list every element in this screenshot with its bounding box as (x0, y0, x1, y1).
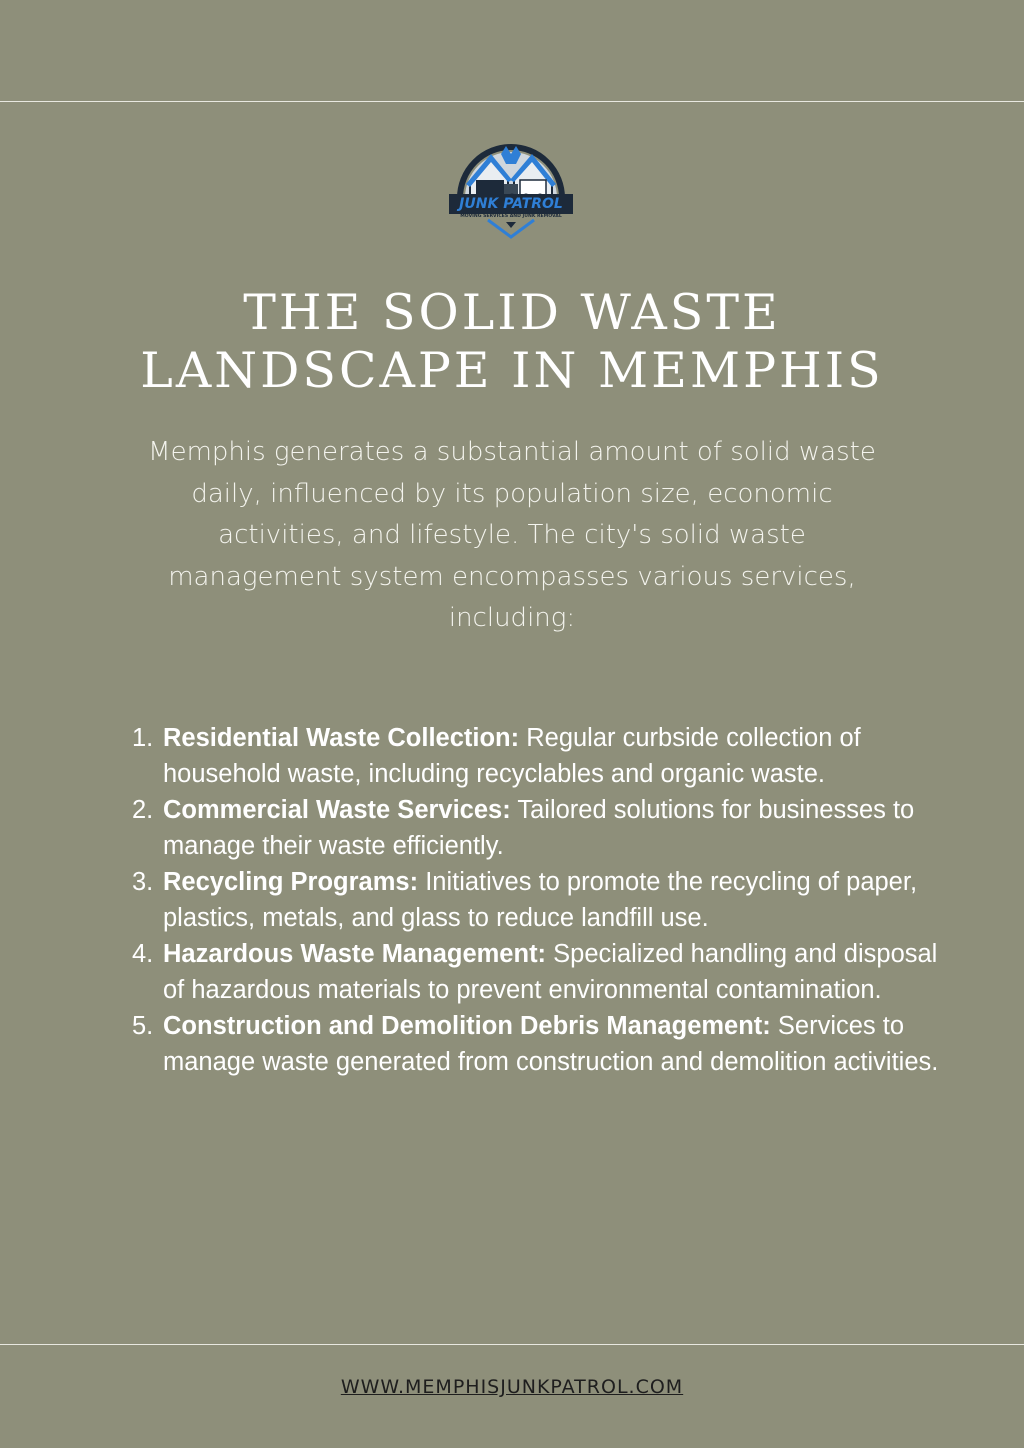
logo-icon (446, 124, 576, 239)
list-item (132, 720, 942, 792)
list-number: 5. (132, 1012, 154, 1040)
title-line-1: THE SOLID WASTE (243, 284, 781, 341)
page-title (62, 284, 962, 400)
list-item-label: Hazardous Waste Management: (163, 940, 547, 968)
website-link[interactable]: WWW.MEMPHISJUNKPATROL.COM (340, 1376, 684, 1398)
logo-tagline: MOVING SERVICES AND JUNK REMOVAL (460, 214, 562, 219)
list-item-label: Residential Waste Collection: (163, 724, 520, 752)
list-item (132, 792, 942, 864)
list-item-text: Tailored solutions for businesses to manage their waste efficiently. (163, 796, 915, 860)
intro-paragraph: Memphis generates a substantial amount of solid waste daily, influenced by its population size, economic activities, and lifestyle. The city's solid waste management system encompasses various services, including: (148, 437, 876, 633)
list-item (132, 864, 942, 936)
logo-brand-text: JUNK PATROL (459, 196, 563, 212)
list-number: 2. (132, 796, 154, 824)
list-item-label: Commercial Waste Services: (163, 796, 511, 824)
list-item-text: Initiatives to promote the recycling of paper, plastics, metals, and glass to reduce landfill use. (163, 868, 918, 932)
title-line-2: LANDSCAPE IN MEMPHIS (140, 342, 884, 399)
bottom-divider (0, 1344, 1024, 1345)
list-item (132, 936, 942, 1008)
list-item-label: Recycling Programs: (163, 868, 419, 896)
list-item-text: Specialized handling and disposal of hazardous materials to prevent environmental contamination. (163, 940, 938, 1004)
list-item (132, 1008, 942, 1080)
list-number: 1. (132, 724, 154, 752)
services-list (132, 720, 942, 1080)
list-item-text: Regular curbside collection of household waste, including recyclables and organic waste. (163, 724, 861, 788)
list-item-text: Services to manage waste generated from construction and demolition activities. (163, 1012, 939, 1076)
list-number: 4. (132, 940, 154, 968)
list-number: 3. (132, 868, 154, 896)
junk-patrol-logo (446, 124, 576, 239)
list-item-label: Construction and Demolition Debris Management: (163, 1012, 771, 1040)
top-divider (0, 101, 1024, 102)
